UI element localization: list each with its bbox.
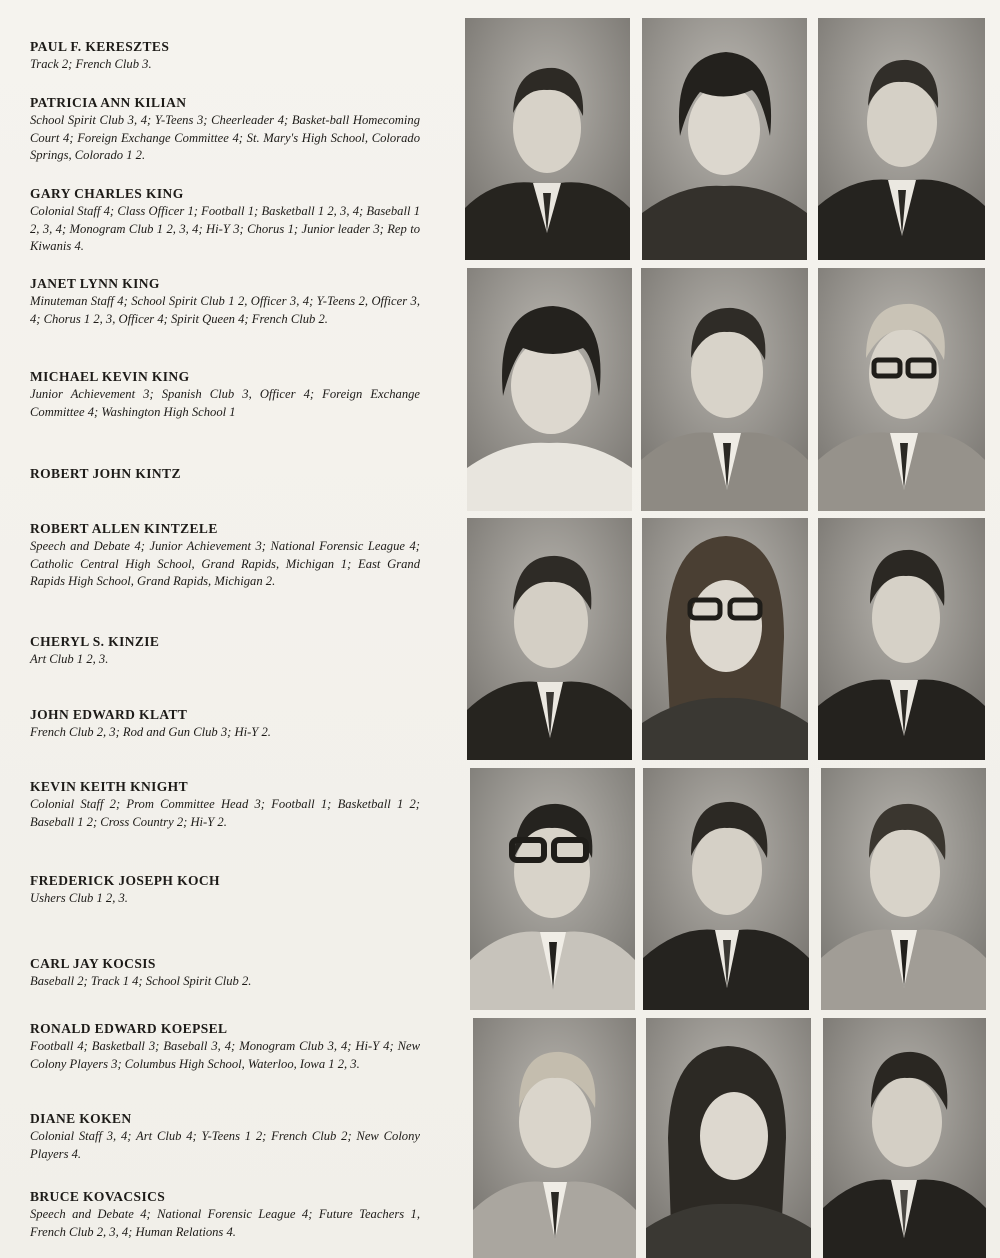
student-entry-janet-king: [28, 275, 420, 328]
student-activities: Colonial Staff 4; Class Officer 1; Football 1; Basketball 1 2, 3, 4; Baseball 1 2, 3, 4; Monogram Club 1 2, 3, 4; Hi-Y 3; Chorus 1; Junior leader 3; Rep to Kiwanis 4.: [30, 204, 420, 254]
student-entry-kintzele: [28, 520, 420, 591]
portrait-photo: [642, 518, 808, 760]
student-name: MICHAEL KEVIN KING: [30, 369, 190, 384]
student-name: CARL JAY KOCSIS: [30, 956, 156, 971]
student-name: BRUCE KOVACSICS: [30, 1189, 166, 1204]
student-entry-koken: [28, 1110, 420, 1163]
student-entry-kovacsics: [28, 1188, 420, 1241]
student-entry-kocsis: [28, 955, 420, 991]
student-name: JOHN EDWARD KLATT: [30, 707, 188, 722]
student-name: RONALD EDWARD KOEPSEL: [30, 1021, 228, 1036]
portrait-photo: [823, 1018, 986, 1258]
student-name: ROBERT JOHN KINTZ: [30, 466, 181, 481]
student-entry-gary-king: [28, 185, 420, 256]
student-name: GARY CHARLES KING: [30, 186, 184, 201]
portrait-photo: [821, 768, 986, 1010]
portrait-photo: [646, 1018, 811, 1258]
student-activities: Speech and Debate 4; National Forensic League 4; Future Teachers 1, French Club 2, 3, 4; Human Relations 4.: [30, 1207, 420, 1239]
student-entry-knight: [28, 778, 420, 831]
student-name: JANET LYNN KING: [30, 276, 160, 291]
student-activities: Football 4; Basketball 3; Baseball 3, 4; Monogram Club 3, 4; Hi-Y 4; New Colony Players 3; Columbus High School, Waterloo, Iowa 1 2, 3.: [30, 1039, 420, 1071]
portrait-photo: [465, 18, 630, 260]
portrait-photo: [642, 18, 807, 260]
student-activities: Speech and Debate 4; Junior Achievement 3; National Forensic League 4; Catholic Central High School, Grand Rapids, Michigan 1; East Grand Rapids High School, Grand Rapids, Michigan 2.: [30, 539, 420, 589]
student-entry-klatt: [28, 706, 420, 742]
student-activities: Colonial Staff 3, 4; Art Club 4; Y-Teens 1 2; French Club 2; New Colony Players 4.: [30, 1129, 420, 1161]
student-activities: Minuteman Staff 4; School Spirit Club 1 2, Officer 3, 4; Y-Teens 2, Officer 3, 4; Chorus 1 2, 3, Officer 4; Spirit Queen 4; French Club 2.: [30, 294, 420, 326]
student-name: ROBERT ALLEN KINTZELE: [30, 521, 218, 536]
student-name: PATRICIA ANN KILIAN: [30, 95, 187, 110]
portrait-photo: [643, 768, 809, 1010]
student-activities: School Spirit Club 3, 4; Y-Teens 3; Cheerleader 4; Basket-ball Homecoming Court 4; Foreign Exchange Committee 4; St. Mary's High School, Colorado Springs, Colorado 1 2.: [30, 113, 420, 163]
portrait-photo: [467, 518, 632, 760]
student-activities: Colonial Staff 2; Prom Committee Head 3; Football 1; Basketball 1 2; Baseball 1 2; Cross Country 2; Hi-Y 2.: [30, 797, 420, 829]
student-entry-kintz: [28, 465, 420, 483]
portrait-photo: [473, 1018, 636, 1258]
student-entry-kilian: [28, 94, 420, 165]
portrait-photo: [641, 268, 808, 511]
student-entry-koepsel: [28, 1020, 420, 1073]
student-name: DIANE KOKEN: [30, 1111, 132, 1126]
student-activities: Ushers Club 1 2, 3.: [30, 891, 128, 905]
portrait-photo: [470, 768, 635, 1010]
student-entry-michael-king: [28, 368, 420, 421]
student-entry-koch: [28, 872, 420, 908]
student-activities: Track 2; French Club 3.: [30, 57, 152, 71]
portrait-photo: [467, 268, 632, 511]
student-activities: Art Club 1 2, 3.: [30, 652, 109, 666]
portrait-photo: [818, 18, 985, 260]
student-name: KEVIN KEITH KNIGHT: [30, 779, 188, 794]
student-name: CHERYL S. KINZIE: [30, 634, 160, 649]
student-entry-kereszetes: [28, 38, 420, 74]
student-name: PAUL F. KERESZTES: [30, 39, 170, 54]
portrait-photo: [818, 518, 985, 760]
portrait-photo: [818, 268, 985, 511]
student-entry-kinzie: [28, 633, 420, 669]
student-name: FREDERICK JOSEPH KOCH: [30, 873, 220, 888]
student-activities: French Club 2, 3; Rod and Gun Club 3; Hi-Y 2.: [30, 725, 271, 739]
student-activities: Junior Achievement 3; Spanish Club 3, Officer 4; Foreign Exchange Committee 4; Washington High School 1: [30, 387, 420, 419]
student-activities: Baseball 2; Track 1 4; School Spirit Club 2.: [30, 974, 252, 988]
